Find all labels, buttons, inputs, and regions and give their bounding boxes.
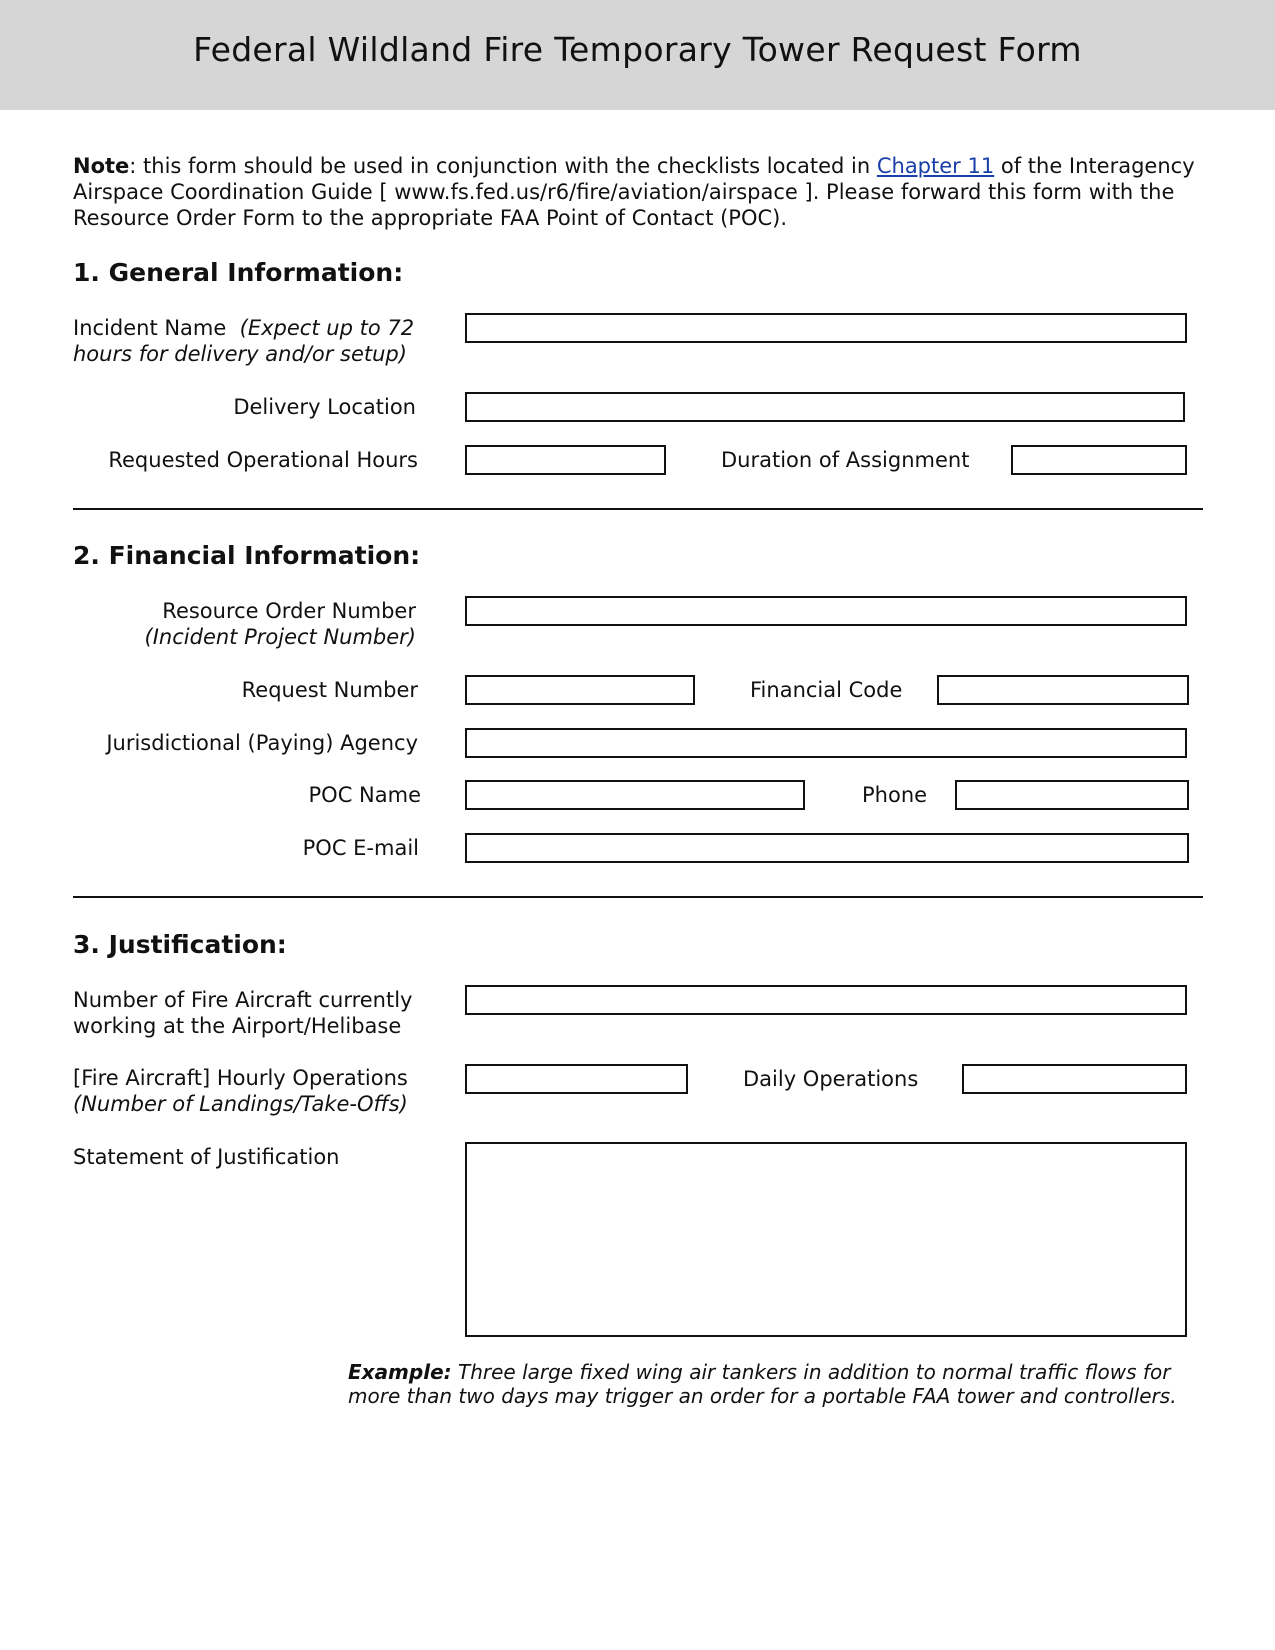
poc-email-field[interactable] [465, 833, 1189, 863]
operational-hours-label: Requested Operational Hours [108, 448, 418, 472]
aircraft-count-label [73, 987, 412, 1039]
justification-heading: 3. Justification: [73, 930, 287, 959]
daily-operations-field[interactable] [962, 1064, 1187, 1094]
example-text: Three large fixed wing air tankers in addition to normal traffic flows for more than two days may trigger an order for a portable FAA tower and controllers. [348, 1360, 1177, 1408]
aircraft-count-field[interactable] [465, 985, 1187, 1015]
resource-order-label [73, 598, 416, 650]
poc-name-label: POC Name [308, 783, 421, 807]
section-divider-2 [73, 896, 1203, 898]
resource-order-note: (Incident Project Number) [144, 625, 416, 649]
note-label: Note [73, 154, 130, 178]
agency-label: Jurisdictional (Paying) Agency [106, 731, 418, 755]
form-title: Federal Wildland Fire Temporary Tower Request Form [193, 30, 1082, 69]
phone-label: Phone [862, 783, 928, 807]
daily-operations-label: Daily Operations [743, 1067, 919, 1091]
incident-name-note-2: hours for delivery and/or setup) [73, 342, 407, 366]
resource-order-label-text: Resource Order Number [162, 599, 416, 623]
hourly-operations-label-1: [Fire Aircraft] Hourly Operations [73, 1066, 408, 1090]
incident-name-note-1: (Expect up to 72 [239, 316, 415, 340]
aircraft-count-label-1: Number of Fire Aircraft currently [73, 988, 413, 1012]
section-divider-1 [73, 508, 1203, 510]
delivery-location-label: Delivery Location [233, 395, 416, 419]
example-label: Example: [348, 1360, 452, 1384]
financial-code-label: Financial Code [750, 678, 903, 702]
note-text-1: : this form should be used in conjunction with the checklists located in [129, 154, 877, 178]
incident-name-label [73, 315, 414, 367]
phone-field[interactable] [955, 780, 1189, 810]
statement-textarea[interactable] [465, 1142, 1187, 1337]
note-text-2: of the Interagency Airspace Coordination Guide [ www.fs.fed.us/r6/fire/aviation/airspace ]. Please forward this form with the Resource Order Form to the appropriate FAA Point of Contact (POC). [73, 154, 1195, 230]
hourly-operations-label-2: (Number of Landings/Take-Offs) [73, 1092, 408, 1116]
hourly-operations-field[interactable] [465, 1064, 688, 1094]
statement-label: Statement of Justification [73, 1145, 340, 1169]
poc-name-field[interactable] [465, 780, 805, 810]
duration-field[interactable] [1011, 445, 1187, 475]
agency-field[interactable] [465, 728, 1187, 758]
hourly-operations-label [73, 1065, 408, 1117]
incident-name-field[interactable] [465, 313, 1187, 343]
request-number-field[interactable] [465, 675, 695, 705]
note-paragraph [73, 153, 1213, 231]
financial-information-heading: 2. Financial Information: [73, 541, 421, 570]
duration-label: Duration of Assignment [721, 448, 970, 472]
poc-email-label: POC E-mail [302, 836, 419, 860]
resource-order-field[interactable] [465, 596, 1187, 626]
request-number-label: Request Number [241, 678, 418, 702]
incident-name-label-text: Incident Name [73, 316, 227, 340]
delivery-location-field[interactable] [465, 392, 1185, 422]
aircraft-count-label-2: working at the Airport/Helibase [73, 1014, 402, 1038]
example-note [348, 1360, 1208, 1408]
form-header [0, 0, 1275, 110]
general-information-heading: 1. General Information: [73, 258, 404, 287]
financial-code-field[interactable] [937, 675, 1189, 705]
operational-hours-field[interactable] [465, 445, 666, 475]
chapter-11-link[interactable]: Chapter 11 [876, 154, 995, 178]
